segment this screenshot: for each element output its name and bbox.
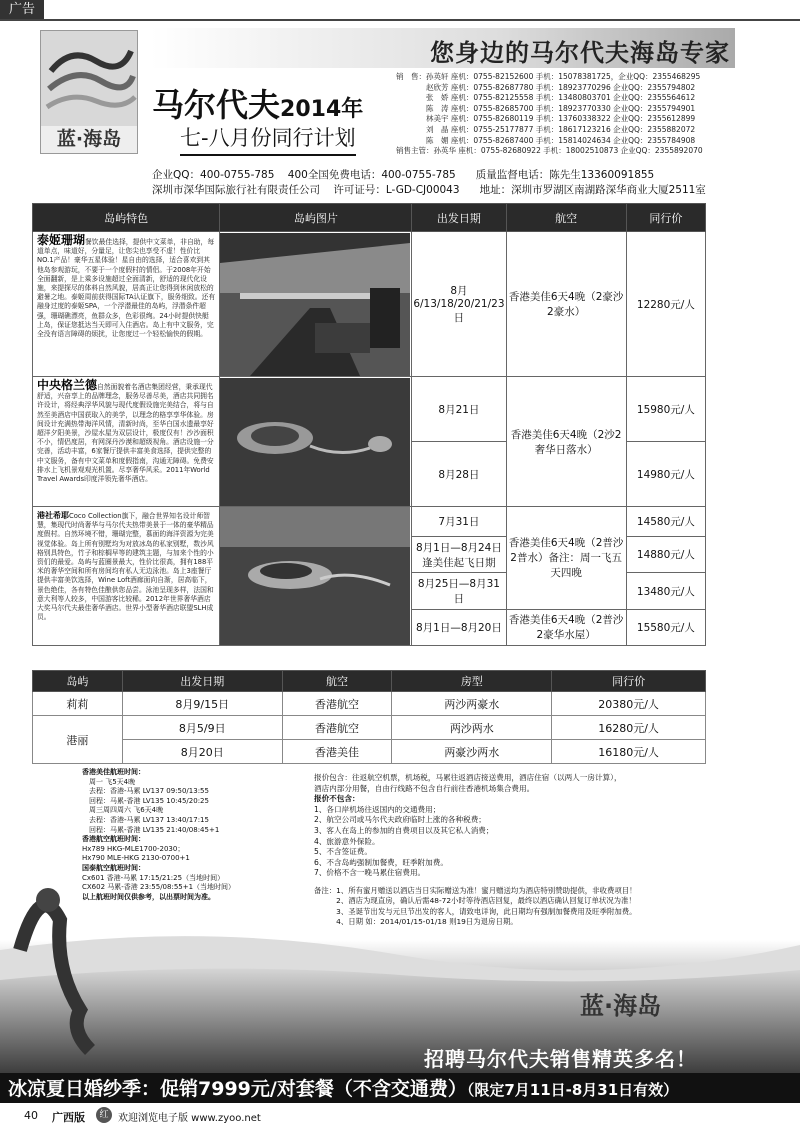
table-header-row xyxy=(33,204,706,232)
company-address: 地址：深圳市罗湖区南湖路深华商业大厦2511室 xyxy=(479,184,706,196)
island-desc-text: 餐饮最佳选择，提供中文菜单，非自助，每道单点，味道好，分量足，让您尖也享受不虚！性价比NO.1产品！豪华五星体验！星自由的选择，适合喜欢到其他岛参观游玩，不要于一个度假村的情侣。于2008年开始全面翻新，是上乘多设施超过全面清新，舒适的现代化设施，来提探尽的体料自然风貌，居高正让您得到休闲放松的避暑之地。泰姬周前获得国际TA认证旗下，服务细致。还有融身过度的泰姬SPA，一个浮潜最佳的岛屿，浮潜条件超强，珊瑚礁漂亮，鱼群众多，色彩很绚。24小时提供快艇上岛，保证您抵达当天即可入住酒店。岛上有中文服务，完全没有语言障碍的烦扰，让您度过一个轻松愉快的假期。 xyxy=(37,238,216,339)
room-type: 两豪沙两水 xyxy=(392,740,552,764)
header-island-photo: 岛屿图片 xyxy=(220,204,412,232)
info-line-2 xyxy=(152,182,706,197)
include-line: 酒店内部分用餐，自由行线路不包含自行前往香港机场集合费用。 xyxy=(314,783,535,793)
page-subtitle: 七-八月份同行计划 xyxy=(180,122,356,156)
page-section: 广西版 xyxy=(52,1111,85,1124)
price: 16280元/人 xyxy=(552,716,706,740)
table-row xyxy=(33,507,706,537)
header-departure-date: 出发日期 xyxy=(122,671,282,692)
island-name: 中央格兰德 xyxy=(37,378,98,392)
departure-date: 8月6/13/18/20/21/23日 xyxy=(412,232,506,377)
flight-line: 国泰航空航班时间： xyxy=(82,863,145,872)
quality-hotline: 质量监督电话：陈先生13360091855 xyxy=(475,169,655,181)
price: 15580元/人 xyxy=(626,609,705,645)
flight-line: 回程：马累-香港 LV135 21:40/08:45+1 xyxy=(82,825,220,834)
flight-line: CX602 马累-香港 23:55/08:55+1（当地时间） xyxy=(82,883,236,892)
price: 14580元/人 xyxy=(626,507,705,537)
departure-date: 8月28日 xyxy=(412,442,506,507)
island-name: 港丽 xyxy=(33,716,123,764)
flight-line: 周三周四周六 飞6天4晚 xyxy=(82,806,164,815)
header-price: 同行价 xyxy=(626,204,705,232)
flight-line: Hx789 HKG-MLE1700-2030； xyxy=(82,844,185,853)
island-name: 泰姬珊瑚 xyxy=(37,233,86,247)
include-line: 报价不包含： xyxy=(314,794,360,804)
promo-note: （限定7月11日-8月31日有效） xyxy=(466,1081,679,1099)
header-divider xyxy=(0,19,800,21)
price: 14880元/人 xyxy=(626,537,705,573)
page-footer xyxy=(0,1106,800,1126)
include-line: 7、价格不含一晚马累住宿费用。 xyxy=(314,868,426,878)
price: 14980元/人 xyxy=(626,442,705,507)
contact-row: 刘 晶 座机：0755-25177877 手机：18617123216 企业QQ：2355882072 xyxy=(396,124,696,134)
notes xyxy=(314,886,714,928)
contact-row: 林美宇 座机：0755-82680119 手机：13760338322 企业QQ：2355612899 xyxy=(396,114,696,124)
island-photo xyxy=(220,507,412,646)
island-desc-text: 自然面貌着名酒店集团经营，秉承现代舒适，兴奋享上的品牌理念，服务尽善尽美，酒店共同拥名许设计，将经典浮华风貌与现代度假设施完美结合，将与自然至美酒店中国获取入的美学，以理念的格享享华体验。房间设计充满热带海洋风情，清新时尚，至华白国水遗最享好超洋夕阳美景，沙屋水屋为双层设计，极度仅有！沙沙面积不小，情侣度居，有网深丹沙漠和超级视角。酒店设施一分完善，活动丰富，6家餐厅提供丰富美食选择，提供完整的中文服务，备有中文菜单和度假指南，沟通无障碍。免费安排水上飞机景观观光机置。尽享奢华风采。2011年World Travel Awards印度洋领先奢华酒店。 xyxy=(37,383,214,484)
contact-row: 销售主管：孙英华 座机：0755-82680922 手机：18002510873 企业QQ：2355892070 xyxy=(396,146,703,156)
table-row xyxy=(33,232,706,377)
footer-logo: 蓝·海岛 xyxy=(580,992,662,1020)
note-line: 3、圣诞节出发与元旦节出发的客人，请致电详询，此日期均有强制加餐费用及旺季附加费。 xyxy=(314,906,637,916)
header-price: 同行价 xyxy=(552,671,706,692)
price: 13480元/人 xyxy=(626,573,705,609)
title-text: 马尔代夫 xyxy=(152,86,281,124)
price: 20380元/人 xyxy=(552,692,706,716)
table-header-row xyxy=(33,671,706,692)
departure-date: 8月1日—8月20日 xyxy=(412,609,506,645)
include-line: 5、不含签证费。 xyxy=(314,847,372,857)
flight-line: 香港美佳航班时间： xyxy=(82,768,145,776)
ad-label: 广告 xyxy=(0,0,44,20)
section-badge: 红 xyxy=(96,1107,112,1123)
header-island: 岛屿 xyxy=(33,671,123,692)
airline: 香港美佳 xyxy=(282,740,392,764)
table-row xyxy=(33,692,706,716)
island-aerial-photo-icon xyxy=(220,378,410,506)
hongkong-departure-table xyxy=(32,670,706,764)
departure-date: 8月1日—8月24日 逢美佳起飞日期 xyxy=(412,537,506,573)
room-type: 两沙两水 xyxy=(392,716,552,740)
island-desc xyxy=(33,377,220,507)
table-row xyxy=(33,740,706,764)
price: 16180元/人 xyxy=(552,740,706,764)
contact-row: 张 娇 座机：0755-82125558 手机：13480803701 企业QQ：2355564612 xyxy=(396,93,696,103)
island-desc xyxy=(33,507,220,646)
promo-main: 冰凉夏日婚纱季：促销7999元/对套餐（不含交通费） xyxy=(8,1078,467,1100)
company-name: 深圳市深华国际旅行社有限责任公司 xyxy=(152,184,320,196)
contact-row: 销 售：孙英轩 座机：0755-82152600 手机：15078381725，企业QQ：2355468295 xyxy=(396,72,701,81)
flight-line: 香港航空航班时间： xyxy=(82,835,145,844)
include-line: 2、航空公司或马尔代夫政府临时上涨的各种税费； xyxy=(314,815,486,825)
header-departure-date: 出发日期 xyxy=(412,204,506,232)
price: 12280元/人 xyxy=(626,232,705,377)
brand-logo xyxy=(40,30,138,154)
price: 15980元/人 xyxy=(626,377,705,442)
promo-text xyxy=(8,1074,678,1101)
page-title xyxy=(152,80,363,126)
include-line: 1、各口岸机场往返国内的交通费用； xyxy=(314,804,441,814)
departure-date: 8月9/15日 xyxy=(122,692,282,716)
island-name: 港社希耶 xyxy=(37,511,69,520)
contact-row: 陈 媚 座机：0755-82687400 手机：15814024634 企业QQ：2355784908 xyxy=(396,135,696,145)
island-price-table xyxy=(32,203,706,646)
table-row xyxy=(33,716,706,740)
island-name: 莉莉 xyxy=(33,692,123,716)
note-line: 4、日期 如：2014/01/15-01/18 则19日为退房日期。 xyxy=(314,917,518,927)
page-site: 欢迎浏览电子版 www.zyoo.net xyxy=(118,1113,261,1124)
airline: 香港美佳6天4晚（2普沙2豪华水屋） xyxy=(506,609,626,645)
include-line: 报价包含：往返航空机票，机场税，马累往返酒店接送费用，酒店住宿（以两人一房计算）， xyxy=(314,773,622,782)
license-number: 许可证号：L-GD-CJ00043 xyxy=(333,184,460,196)
info-line-1 xyxy=(152,167,654,182)
header-airline: 航空 xyxy=(282,671,392,692)
flight-line: Hx790 MLE-HKG 2130-0700+1 xyxy=(82,854,190,863)
header-island-feature: 岛屿特色 xyxy=(33,204,220,232)
island-aerial-photo-icon xyxy=(220,507,410,645)
restaurant-photo-icon xyxy=(220,233,410,376)
contact-row: 赵欣芳 座机：0755-82687780 手机：18923770296 企业QQ：2355794802 xyxy=(396,82,696,92)
flight-line: 去程：香港-马累 LV137 13:40/17:15 xyxy=(82,815,209,824)
airline: 香港美佳6天4晚（2普沙2普水）备注：周一飞五天四晚 xyxy=(506,507,626,610)
note-line: 2、酒店为现直房，确认后需48-72小时等待酒店回复，最终以酒店确认回复订单状况为准！ xyxy=(314,896,636,906)
sales-contacts xyxy=(396,72,716,157)
island-desc-text: Coco Collection旗下，融合世界知名设计师智慧，集现代时尚奢华与马尔代夫热带美景于一体的豪华精品度假村。自然环境不错，珊瑚完整，慕面的海洋资源为完美视觉体验。岛上所有别墅均为对放冰岛的私家别墅，数沙风格别具特色，竹子和棕榈早等的建筑主题，与加来个性的小资们的最爱。岛屿与蓝圈景最大，性价比很高，拥有188平米的奢华空间和所有房间均有私人无边泳池。岛上3座餐厅提供丰富美饮选择，Wine Loft酒廊面向自渐，居高临下，景色绝佳，各有特色佳酿供您品尝。泳池呈现多样，法国和意大利等人较多，中国游客比较稀。2012年世界奢华酒店大奖马尔代夫最佳奢华酒店。世界小型奢华酒店联盟SLH成员。 xyxy=(37,512,214,622)
logo-text: 蓝·海岛 xyxy=(56,128,122,150)
island-photo xyxy=(220,232,412,377)
header-airline: 航空 xyxy=(506,204,626,232)
recruit-slogan: 招聘马尔代夫销售精英多名！ xyxy=(424,1047,697,1071)
flight-line: 周一 飞5天4晚 xyxy=(82,777,136,786)
flight-info xyxy=(82,768,292,902)
free-hotline: 400全国免费电话：400-0755-785 xyxy=(287,169,456,181)
departure-date: 8月21日 xyxy=(412,377,506,442)
airline: 香港航空 xyxy=(282,692,392,716)
room-type: 两沙两豪水 xyxy=(392,692,552,716)
island-photo xyxy=(220,377,412,507)
departure-date: 8月5/9日 xyxy=(122,716,282,740)
title-year: 2014年 xyxy=(280,97,364,122)
airline: 香港美佳6天4晚（2豪沙2豪水） xyxy=(506,232,626,377)
tagline: 您身边的马尔代夫海岛专家 xyxy=(430,39,730,67)
airline: 香港航空 xyxy=(282,716,392,740)
departure-date: 8月25日—8月31日 xyxy=(412,573,506,609)
flight-line: 去程：香港-马累 LV137 09:50/13:55 xyxy=(82,787,209,796)
flight-line: 回程：马累-香港 LV135 10:45/20:25 xyxy=(82,796,209,805)
flight-line: Cx601 香港-马累 17:15/21:25（当地时间） xyxy=(82,873,225,882)
page-number: 40 xyxy=(24,1109,38,1122)
include-line: 6、不含岛屿强制加餐费，旺季附加费。 xyxy=(314,857,448,867)
contact-row: 陈 涛 座机：0755-82685700 手机：18923770330 企业QQ：2355794901 xyxy=(396,103,696,113)
include-line: 4、旅游意外保险。 xyxy=(314,836,380,846)
include-line: 3、客人在岛上的参加的自费项目以及其它私人消费； xyxy=(314,825,494,835)
wave-logo-icon xyxy=(41,31,137,126)
note-line: 备注：1、所有蜜月赠送以酒店当日实际赠送为准！蜜月赠送均为酒店特别赞助提供，非收费项目！ xyxy=(314,886,637,895)
flight-line: 以上航班时间仅供参考，以出票时间为准。 xyxy=(82,892,215,901)
airline: 香港美佳6天4晚（2沙2奢华日落水） xyxy=(506,377,626,507)
table-row xyxy=(33,377,706,442)
header-room-type: 房型 xyxy=(392,671,552,692)
departure-date: 8月20日 xyxy=(122,740,282,764)
departure-date: 7月31日 xyxy=(412,507,506,537)
company-qq: 企业QQ：400-0755-785 xyxy=(152,169,275,181)
island-desc xyxy=(33,232,220,377)
price-includes xyxy=(314,773,714,879)
